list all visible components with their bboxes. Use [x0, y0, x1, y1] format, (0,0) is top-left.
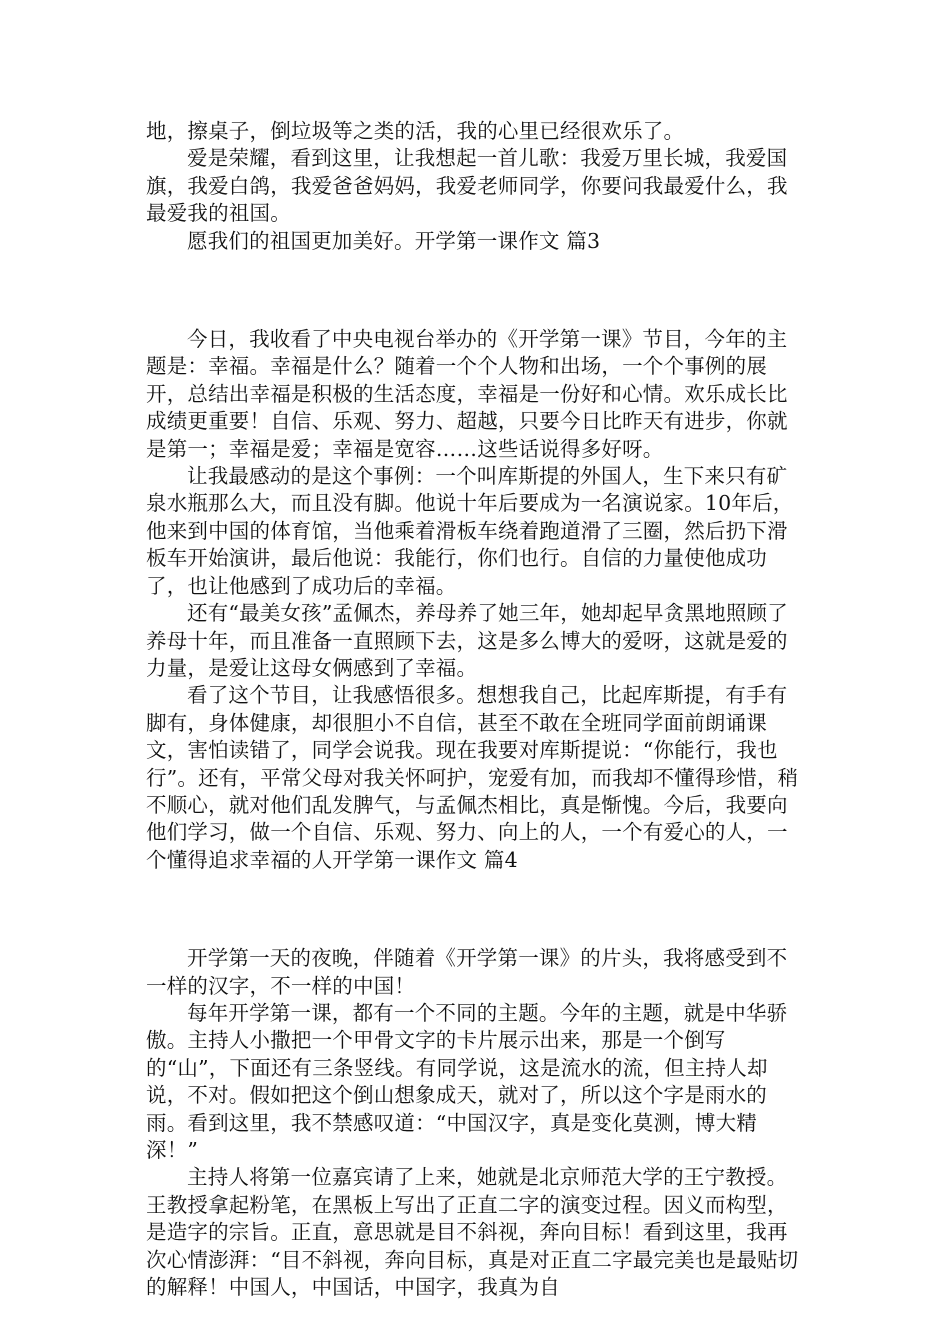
section-gap: [146, 255, 806, 326]
paragraph-7: 看了这个节目，让我感悟很多。想想我自己，比起库斯提，有手有脚有，身体健康，却很胆小不自信，甚至不敢在全班同学面前朗诵课文，害怕读错了，同学会说我。现在我要对库斯提说：“你能行，我也行”。还有，平常父母对我关怀呵护，宠爱有加，而我却不懂得珍惜，稍不顺心，就对他们乱发脾气，与孟佩杰相比，真是惭愧。今后，我要向他们学习，做一个自信、乐观、努力、向上的人，一个有爱心的人，一个懂得追求幸福的人开学第一课作文 篇4: [146, 683, 799, 872]
paragraph-5: 让我最感动的是这个事例：一个叫库斯提的外国人，生下来只有矿泉水瓶那么大，而且没有脚。他说十年后要成为一名演说家。10年后，他来到中国的体育馆，当他乘着滑板车绕着跑道滑了三圈，然后扔下滑板车开始演讲，最后他说：我能行，你们也行。自信的力量使他成功了，也让他感到了成功后的幸福。: [146, 464, 794, 598]
document-page: [146, 118, 806, 1301]
paragraph-3-heading: 愿我们的祖国更加美好。开学第一课作文 篇3: [187, 228, 601, 253]
paragraph-8: 开学第一天的夜晚，伴随着《开学第一课》的片头，我将感受到不一样的汉字，不一样的中国！: [146, 946, 788, 998]
paragraph-10: 主持人将第一位嘉宾请了上来，她就是北京师范大学的王宁教授。王教授拿起粉笔，在黑板上写出了正直二字的演变过程。因义而构型，是造字的宗旨。正直，意思就是目不斜视，奔向目标！看到这里，我再次心情澎湃：“目不斜视，奔向目标，真是对正直二字最完美也是最贴切的解释！中国人，中国话，中国字，我真为自: [146, 1165, 799, 1300]
paragraph-1: 地，擦桌子，倒垃圾等之类的活，我的心里已经很欢乐了。: [146, 119, 685, 143]
paragraph-6: 还有“最美女孩”孟佩杰，养母养了她三年，她却起早贪黑地照顾了养母十年，而且准备一直照顾下去，这是多么博大的爱呀，这就是爱的力量，是爱让这母女俩感到了幸福。: [146, 601, 788, 680]
section-gap: [146, 874, 806, 945]
paragraph-9: 每年开学第一课，都有一个不同的主题。今年的主题，就是中华骄傲。主持人小撒把一个甲骨文字的卡片展示出来，那是一个倒写的“山”，下面还有三条竖线。有同学说，这是流水的流，但主持人却说，不对。假如把这个倒山想象成天，就对了，所以这个字是雨水的雨。看到这里，我不禁感叹道：“中国汉字，真是变化莫测，博大精深！”: [146, 1000, 788, 1162]
paragraph-4: 今日，我收看了中央电视台举办的《开学第一课》节目，今年的主题是：幸福。幸福是什么？随着一个个人物和出场，一个个事例的展开，总结出幸福是积极的生活态度，幸福是一份好和心情。欢乐成长比成绩更重要！自信、乐观、努力、超越，只要今日比昨天有进步，你就是第一；幸福是爱；幸福是宽容……这些话说得多好呀。: [146, 327, 788, 461]
paragraph-2: 爱是荣耀，看到这里，让我想起一首儿歌：我爱万里长城，我爱国旗，我爱白鸽，我爱爸爸妈妈，我爱老师同学，你要问我最爱什么，我最爱我的祖国。: [146, 146, 788, 226]
